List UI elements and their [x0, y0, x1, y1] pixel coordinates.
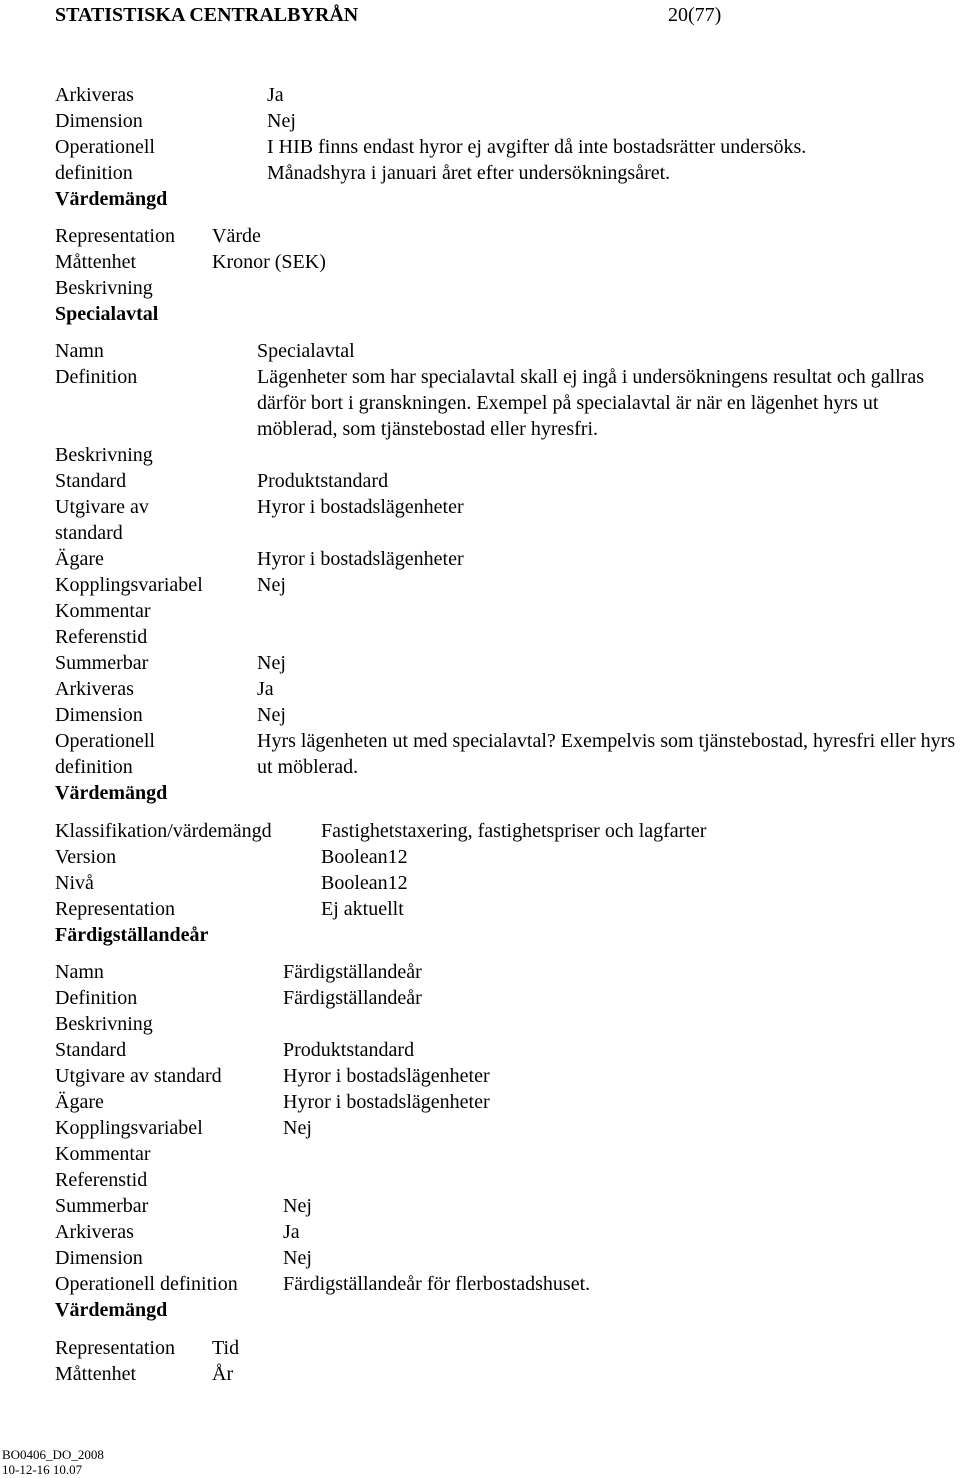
value-kopplingsvariabel: Nej — [257, 574, 286, 596]
value-namn: Färdigställandeår — [283, 961, 422, 983]
label-kommentar: Kommentar — [55, 600, 151, 622]
label-summerbar: Summerbar — [55, 652, 149, 674]
value-agare: Hyror i bostadslägenheter — [257, 548, 464, 570]
value-representation: Ej aktuellt — [321, 898, 404, 920]
value-agare: Hyror i bostadslägenheter — [283, 1091, 490, 1113]
value-operationell: Hyrs lägenheten ut med specialavtal? Exempelvis som tjänstebostad, hyresfri eller hyrs ut möblerad. — [257, 730, 956, 778]
value-operationell-definition: Färdigställandeår för flerbostadshuset. — [283, 1273, 591, 1295]
label-beskrivning: Beskrivning — [55, 1013, 153, 1035]
value-summerbar: Nej — [283, 1195, 312, 1217]
value-kopplingsvariabel: Nej — [283, 1117, 312, 1139]
label-summerbar: Summerbar — [55, 1195, 149, 1217]
block2-labels — [55, 223, 175, 327]
label-niva: Nivå — [55, 872, 94, 894]
section-title-vardemangd: Värdemängd — [55, 782, 168, 804]
value-summerbar: Nej — [257, 652, 286, 674]
value-standard: Produktstandard — [257, 470, 389, 492]
label-mattenhet: Måttenhet — [55, 251, 137, 273]
label-dimension: Dimension — [55, 1247, 143, 1269]
label-mattenhet: Måttenhet — [55, 1363, 137, 1385]
label-representation: Representation — [55, 1337, 175, 1359]
block5-values — [283, 959, 590, 1297]
value-arkiveras: Ja — [267, 84, 284, 106]
block6-labels — [55, 1335, 175, 1387]
label-definition: Definition — [55, 366, 138, 388]
value-klassifikation: Fastighetstaxering, fastighetspriser och lagfarter — [321, 820, 707, 842]
label-definition-cont: definition — [55, 756, 133, 778]
block6-values — [212, 1335, 239, 1387]
label-representation: Representation — [55, 225, 175, 247]
label-agare: Ägare — [55, 1091, 104, 1113]
document-org: STATISTISKA CENTRALBYRÅN — [55, 4, 359, 26]
value-standard: Produktstandard — [283, 1039, 415, 1061]
value-representation: Värde — [212, 225, 261, 247]
block5-labels — [55, 959, 238, 1323]
label-kopplingsvariabel: Kopplingsvariabel — [55, 1117, 203, 1139]
label-operationell: Operationell — [55, 730, 155, 752]
block4-labels — [55, 818, 272, 948]
value-mattenhet: Kronor (SEK) — [212, 251, 326, 273]
value-version: Boolean12 — [321, 846, 408, 868]
label-beskrivning: Beskrivning — [55, 444, 153, 466]
value-mattenhet: År — [212, 1363, 234, 1385]
label-standard: Standard — [55, 1039, 127, 1061]
value-dimension: Nej — [283, 1247, 312, 1269]
label-kommentar: Kommentar — [55, 1143, 151, 1165]
section-title-vardemangd: Värdemängd — [55, 1299, 168, 1321]
value-definition: Färdigställandeår — [283, 987, 422, 1009]
label-representation: Representation — [55, 898, 175, 920]
section-title-fardigstallandear: Färdigställandeår — [55, 924, 209, 946]
label-version: Version — [55, 846, 117, 868]
section-title-specialavtal: Specialavtal — [55, 303, 159, 325]
label-operationell-definition: Operationell definition — [55, 1273, 238, 1295]
block1-labels — [55, 82, 167, 212]
block2-values — [212, 223, 326, 275]
value-arkiveras: Ja — [283, 1221, 300, 1243]
label-dimension: Dimension — [55, 110, 143, 132]
label-operationell: Operationell — [55, 136, 155, 158]
label-arkiveras: Arkiveras — [55, 1221, 134, 1243]
label-kopplingsvariabel: Kopplingsvariabel — [55, 574, 203, 596]
label-utgivare-av: Utgivare av — [55, 496, 149, 518]
label-definition: definition — [55, 162, 133, 184]
value-utgivare: Hyror i bostadslägenheter — [283, 1065, 490, 1087]
label-utgivare: Utgivare av standard — [55, 1065, 222, 1087]
block1-values — [267, 82, 806, 186]
label-definition: Definition — [55, 987, 138, 1009]
value-definition: Lägenheter som har specialavtal skall ej ingå i undersökningens resultat och gallras därför bort i granskningen. Exempel på specialavtal är när en lägenhet hyrs ut möblerad, som tjänstebostad eller hyresfri. — [257, 366, 925, 440]
label-dimension: Dimension — [55, 704, 143, 726]
block4-values — [321, 818, 706, 922]
label-namn: Namn — [55, 961, 104, 983]
label-referenstid: Referenstid — [55, 1169, 148, 1191]
footer-doc-id: BO0406_DO_2008 — [2, 1447, 104, 1462]
label-standard-cont: standard — [55, 522, 123, 544]
value-namn: Specialavtal — [257, 340, 355, 362]
value-dimension: Nej — [267, 110, 296, 132]
label-klassifikation: Klassifikation/värdemängd — [55, 820, 272, 842]
label-namn: Namn — [55, 340, 104, 362]
value-utgivare: Hyror i bostadslägenheter — [257, 496, 464, 518]
label-beskrivning: Beskrivning — [55, 277, 153, 299]
label-arkiveras: Arkiveras — [55, 84, 134, 106]
value-operationell-line2: Månadshyra i januari året efter undersökningsåret. — [267, 162, 671, 184]
value-representation: Tid — [212, 1337, 240, 1359]
value-arkiveras: Ja — [257, 678, 274, 700]
label-arkiveras: Arkiveras — [55, 678, 134, 700]
value-dimension: Nej — [257, 704, 286, 726]
label-referenstid: Referenstid — [55, 626, 148, 648]
value-operationell-line1: I HIB finns endast hyror ej avgifter då inte bostadsrätter undersöks. — [267, 136, 807, 158]
section-title-vardemangd: Värdemängd — [55, 188, 168, 210]
label-agare: Ägare — [55, 548, 104, 570]
label-standard: Standard — [55, 470, 127, 492]
page-number: 20(77) — [668, 4, 722, 26]
footer-date: 10-12-16 10.07 — [2, 1462, 83, 1477]
block3-labels — [55, 338, 203, 806]
value-niva: Boolean12 — [321, 872, 408, 894]
